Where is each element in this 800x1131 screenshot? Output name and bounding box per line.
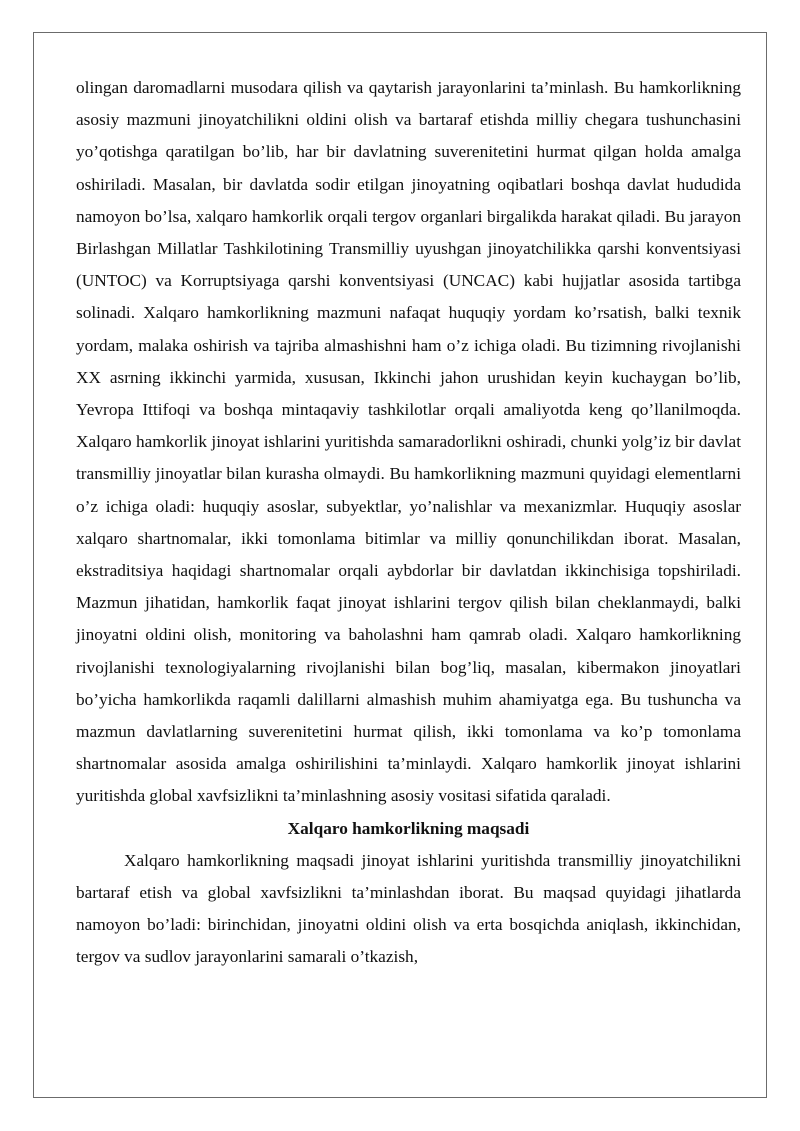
document-body bbox=[76, 72, 741, 974]
section-heading: Xalqaro hamkorlikning maqsadi bbox=[287, 818, 530, 838]
body-paragraph-indented: Xalqaro hamkorlikning maqsadi jinoyat ishlarini yuritishda transmilliy jinoyatchilikni bartaraf etish va global xavfsizlikni ta’minlashdan iborat. Bu maqsad quyidagi jihatlarda namoyon bo’ladi: birinchidan, jinoyatni oldini olish va erta bosqichda aniqlash, ikkinchidan, tergov va sudlov jarayonlarini samarali o’tkazish, bbox=[76, 850, 741, 967]
body-paragraph: olingan daromadlarni musodara qilish va qaytarish jarayonlarini ta’minlash. Bu hamkorlikning asosiy mazmuni jinoyatchilikni oldini olish va bartaraf etishda milliy chegara tushunchasini yo’qotishga qaratilgan bo’lib, har bir davlatning suverenitetini hurmat qilgan holda amalga oshiriladi. Masalan, bir davlatda sodir etilgan jinoyatning oqibatlari boshqa davlat hududida namoyon bo’lsa, xalqaro hamkorlik orqali tergov organlari birgalikda harakat qiladi. Bu jarayon Birlashgan Millatlar Tashkilotining Transmilliy uyushgan jinoyatchilikka qarshi konventsiyasi (UNTOC) va Korruptsiyaga qarshi konventsiyasi (UNCAC) kabi hujjatlar asosida tartibga solinadi. Xalqaro hamkorlikning mazmuni nafaqat huquqiy yordam ko’rsatish, balki texnik yordam, malaka oshirish va tajriba almashishni ham o’z ichiga oladi. Bu tizimning rivojlanishi XX asrning ikkinchi yarmida, xususan, Ikkinchi jahon urushidan keyin kuchaygan bo’lib, Yevropa Ittifoqi va boshqa mintaqaviy tashkilotlar orqali amaliyotda keng qo’llanilmoqda. Xalqaro hamkorlik jinoyat ishlarini yuritishda samaradorlikni oshiradi, chunki yolg’iz bir davlat transmilliy jinoyatlar bilan kurasha olmaydi. Bu hamkorlikning mazmuni quyidagi elementlarni o’z ichiga oladi: huquqiy asoslar, subyektlar, yo’nalishlar va mexanizmlar. Huquqiy asoslar xalqaro shartnomalar, ikki tomonlama bitimlar va milliy qonunchilikdan iborat. Masalan, ekstraditsiya haqidagi shartnomalar orqali aybdorlar bir davlatdan ikkinchisiga topshiriladi. Mazmun jihatidan, hamkorlik faqat jinoyat ishlarini tergov qilish bilan cheklanmaydi, balki jinoyatni oldini olish, monitoring va baholashni ham qamrab oladi. Xalqaro hamkorlikning rivojlanishi texnologiyalarning rivojlanishi bilan bog’liq, masalan, kibermakon jinoyatlari bo’yicha hamkorlikda raqamli dalillarni almashish muhim ahamiyatga ega. Bu tushuncha va mazmun davlatlarning suverenitetini hurmat qilish, ikki tomonlama va ko’p tomonlama shartnomalar asosida amalga oshirilishini ta’minlaydi. Xalqaro hamkorlik jinoyat ishlarini yuritishda global xavfsizlikni ta’minlashning asosiy vositasi sifatida qaraladi. bbox=[76, 78, 741, 806]
